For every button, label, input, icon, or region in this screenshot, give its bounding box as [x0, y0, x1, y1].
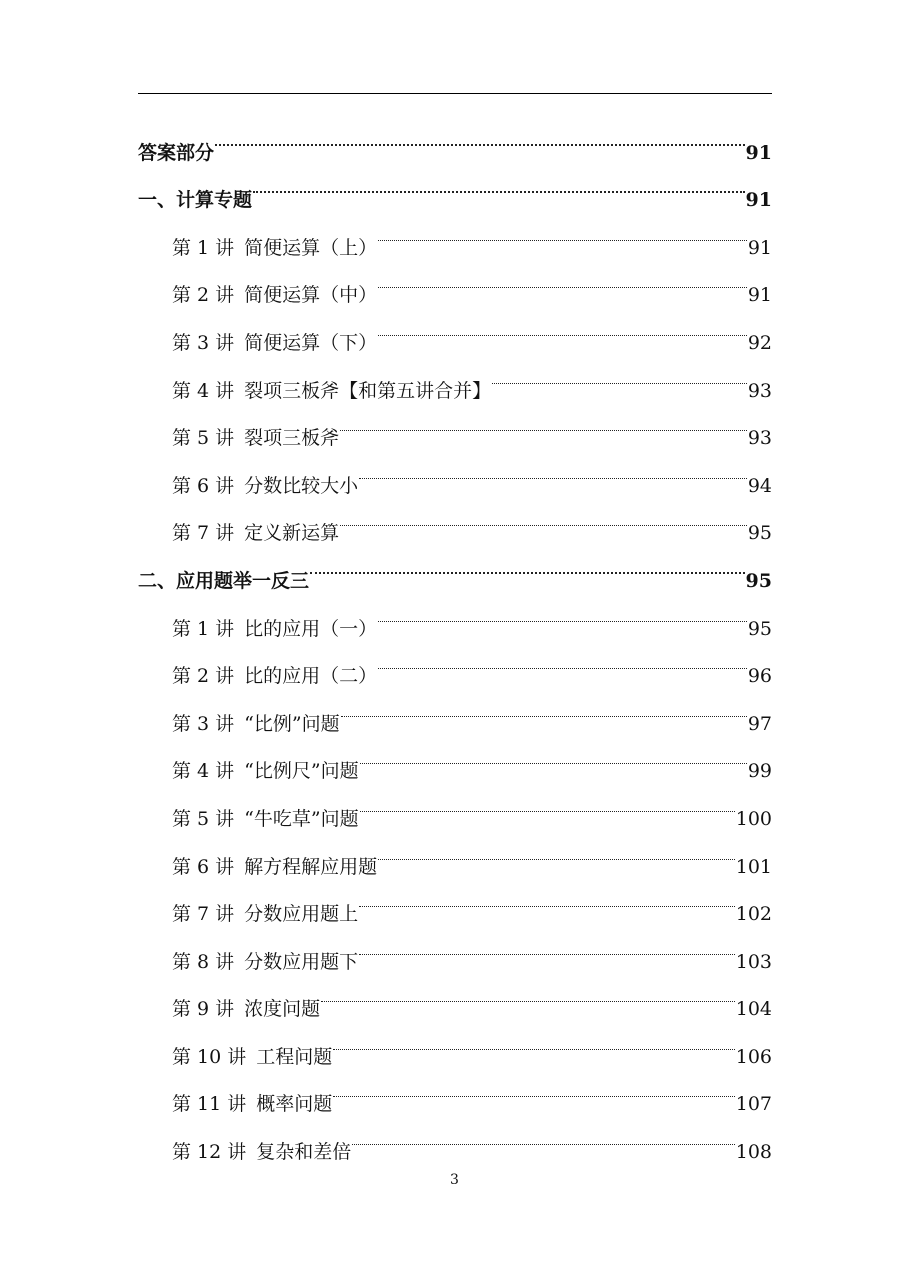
toc-dot-leader	[340, 492, 747, 540]
toc-entry-page: 95	[747, 617, 772, 640]
toc-entry-number: 第 7 讲	[172, 903, 235, 926]
toc-entry-page: 91	[745, 141, 772, 164]
toc-entry-number: 第 7 讲	[172, 522, 235, 545]
toc-entry-title: 裂项三板斧	[244, 427, 340, 450]
toc-entry-page: 93	[747, 427, 772, 450]
toc-entry-number: 第 4 讲	[172, 760, 235, 783]
toc-entry-title: 一、计算专题	[138, 189, 253, 212]
toc-entry-page: 102	[735, 903, 772, 926]
toc-dot-leader	[321, 968, 735, 1016]
toc-entry-number: 第 1 讲	[172, 236, 235, 259]
toc-entry-number: 第 11 讲	[172, 1093, 247, 1116]
toc-entry-page: 103	[735, 950, 772, 973]
toc-entry-title: “牛吃草”问题	[244, 807, 359, 830]
toc-section-entry[interactable]	[138, 159, 772, 212]
toc-entry-number: 第 1 讲	[172, 617, 235, 640]
toc-dot-leader	[340, 397, 747, 445]
toc-entry-title: 定义新运算	[244, 522, 340, 545]
toc-entry-title: 复杂和差倍	[256, 1141, 352, 1164]
toc-entry-page: 107	[735, 1093, 772, 1116]
toc-entry-number: 第 10 讲	[172, 1045, 247, 1068]
header-rule	[138, 93, 772, 94]
toc-dot-leader	[333, 1063, 734, 1111]
toc-entry-title: 裂项三板斧【和第五讲合并】	[244, 379, 492, 402]
toc-entry-page: 91	[745, 189, 772, 212]
toc-dot-leader	[359, 444, 747, 492]
toc-entry-number: 第 9 讲	[172, 998, 235, 1021]
toc-entry-title: 答案部分	[138, 141, 215, 164]
toc-dot-leader	[359, 873, 735, 921]
toc-dot-leader	[359, 920, 735, 968]
toc-entry-title: 比的应用（二）	[244, 665, 378, 688]
toc-entry-title: 简便运算（上）	[244, 236, 378, 259]
toc-entry-page: 97	[747, 712, 772, 735]
toc-entry-number: 第 5 讲	[172, 807, 235, 830]
toc-entry-number: 第 6 讲	[172, 855, 235, 878]
toc-entry-page: 92	[747, 331, 772, 354]
toc-entry-page: 108	[735, 1141, 772, 1164]
toc-dot-leader	[378, 254, 747, 302]
toc-dot-leader	[215, 111, 745, 159]
toc-entry-page: 91	[747, 284, 772, 307]
toc-entry-number: 第 2 讲	[172, 284, 235, 307]
toc-dot-leader	[341, 682, 747, 730]
toc-entry-title: 简便运算（下）	[244, 331, 378, 354]
toc-dot-leader	[378, 635, 747, 683]
toc-entry-number: 第 3 讲	[172, 712, 235, 735]
toc-section-entry[interactable]	[138, 111, 772, 164]
toc-entry-number: 第 3 讲	[172, 331, 235, 354]
toc-dot-leader	[253, 159, 745, 207]
toc-dot-leader	[352, 1110, 734, 1158]
toc-dot-leader	[310, 539, 745, 587]
toc-entry-title: 简便运算（中）	[244, 284, 378, 307]
toc-entry-number: 第 2 讲	[172, 665, 235, 688]
toc-dot-leader	[378, 825, 735, 873]
toc-entry-page: 99	[747, 760, 772, 783]
toc-dot-leader	[378, 206, 747, 254]
page-number: 3	[450, 1172, 459, 1188]
toc-entry-page: 96	[747, 665, 772, 688]
toc-dot-leader	[333, 1015, 734, 1063]
toc-dot-leader	[378, 301, 747, 349]
toc-entry-title: 比的应用（一）	[244, 617, 378, 640]
toc-entry-page: 106	[735, 1045, 772, 1068]
toc-entry-title: “比例尺”问题	[244, 760, 359, 783]
toc-entry-number: 第 12 讲	[172, 1141, 247, 1164]
toc-entry-title: 分数应用题下	[244, 950, 359, 973]
toc-entry-number: 第 8 讲	[172, 950, 235, 973]
toc-dot-leader	[360, 730, 747, 778]
toc-entry-title: “比例”问题	[244, 712, 340, 735]
toc-entry-page: 94	[747, 474, 772, 497]
toc-entry-title: 工程问题	[256, 1045, 333, 1068]
toc-entry-page: 101	[735, 855, 772, 878]
toc-entry-number: 第 5 讲	[172, 427, 235, 450]
toc-entry-title: 概率问题	[256, 1093, 333, 1116]
toc-entry-title: 分数比较大小	[244, 474, 359, 497]
toc-entry-number: 第 4 讲	[172, 379, 235, 402]
toc-entry-title: 二、应用题举一反三	[138, 569, 310, 592]
toc-entry-page: 95	[747, 522, 772, 545]
toc-dot-leader	[378, 587, 747, 635]
toc-entry-title: 分数应用题上	[244, 903, 359, 926]
toc-entry-page: 93	[747, 379, 772, 402]
toc-entry-page: 95	[745, 569, 772, 592]
toc-entry-page: 91	[747, 236, 772, 259]
toc-dot-leader	[360, 777, 735, 825]
toc-dot-leader	[492, 349, 747, 397]
toc-entry-title: 解方程解应用题	[244, 855, 378, 878]
toc-entry-page: 104	[735, 998, 772, 1021]
toc-entry-page: 100	[735, 807, 772, 830]
toc-entry-title: 浓度问题	[244, 998, 321, 1021]
table-of-contents	[138, 111, 772, 1164]
toc-entry-number: 第 6 讲	[172, 474, 235, 497]
